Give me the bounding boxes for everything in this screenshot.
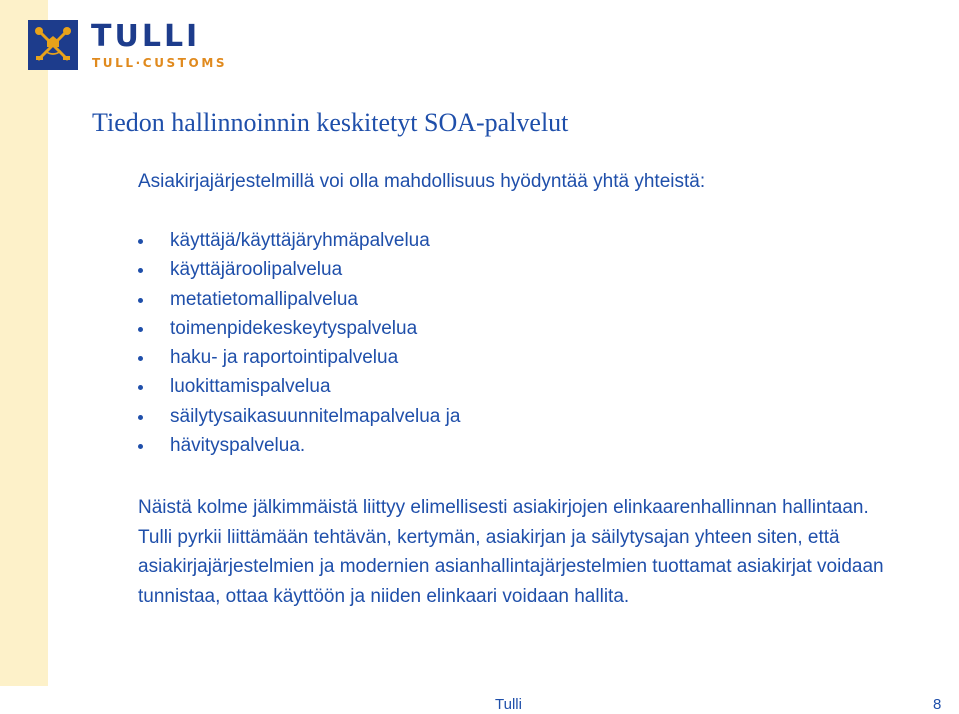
- bullet-icon: [138, 268, 143, 273]
- list-item-text: luokittamispalvelua: [170, 376, 331, 398]
- body-paragraphs: [138, 493, 918, 611]
- slide-title: Tiedon hallinnoinnin keskitetyt SOA-palvelut: [92, 108, 569, 137]
- tulli-logo: [28, 20, 258, 72]
- customs-emblem-icon: [28, 20, 78, 70]
- list-item-text: toimenpidekeskeytyspalvelua: [170, 317, 418, 339]
- list-item: [138, 404, 460, 433]
- list-item: [138, 374, 460, 403]
- list-item: [138, 257, 460, 286]
- list-item-text: metatietomallipalvelua: [170, 288, 358, 310]
- logo-title: TULLI: [91, 19, 201, 54]
- bullet-icon: [138, 385, 143, 390]
- footer-band: [0, 686, 959, 714]
- list-item-text: käyttäjä/käyttäjäryhmäpalvelua: [170, 230, 430, 251]
- logo-subtitle: TULL·CUSTOMS: [92, 56, 228, 70]
- service-bullet-list: [138, 228, 460, 462]
- paragraph-tulli-goal: Tulli pyrkii liittämään tehtävän, kertymän, asiakirjan ja säilytysajan yhteen siten, että asiakirjajärjestelmien ja modernien asianhallintajärjestelmien tuottamat asiakirjat voidaan tunnistaa, ottaa käyttöön ja niiden elinkaari voidaan hallita.: [138, 526, 884, 607]
- intro-text: Asiakirjajärjestelmillä voi olla mahdollisuus hyödyntää yhtä yhteistä:: [138, 171, 706, 192]
- left-decorative-band: [0, 0, 48, 686]
- list-item-text: haku- ja raportointipalvelua: [170, 347, 399, 369]
- footer-label: Tulli: [495, 696, 522, 713]
- bullet-icon: [138, 327, 143, 332]
- bullet-icon: [138, 298, 143, 303]
- list-item: [138, 345, 460, 374]
- bullet-icon: [138, 415, 143, 420]
- list-item: [138, 433, 460, 462]
- list-item-text: käyttäjäroolipalvelua: [170, 259, 343, 281]
- page-number: 8: [933, 696, 942, 713]
- list-item: [138, 228, 460, 257]
- list-item-text: säilytysaikasuunnitelmapalvelua ja: [170, 405, 461, 427]
- list-item-text: hävityspalvelua.: [170, 435, 306, 457]
- list-item: [138, 287, 460, 316]
- bullet-icon: [138, 356, 143, 361]
- bullet-icon: [138, 239, 143, 244]
- list-item: [138, 316, 460, 345]
- paragraph-lifecycle: Näistä kolme jälkimmäistä liittyy elimellisesti asiakirjojen elinkaarenhallinnan hallintaan.: [138, 497, 869, 518]
- bullet-icon: [138, 444, 143, 449]
